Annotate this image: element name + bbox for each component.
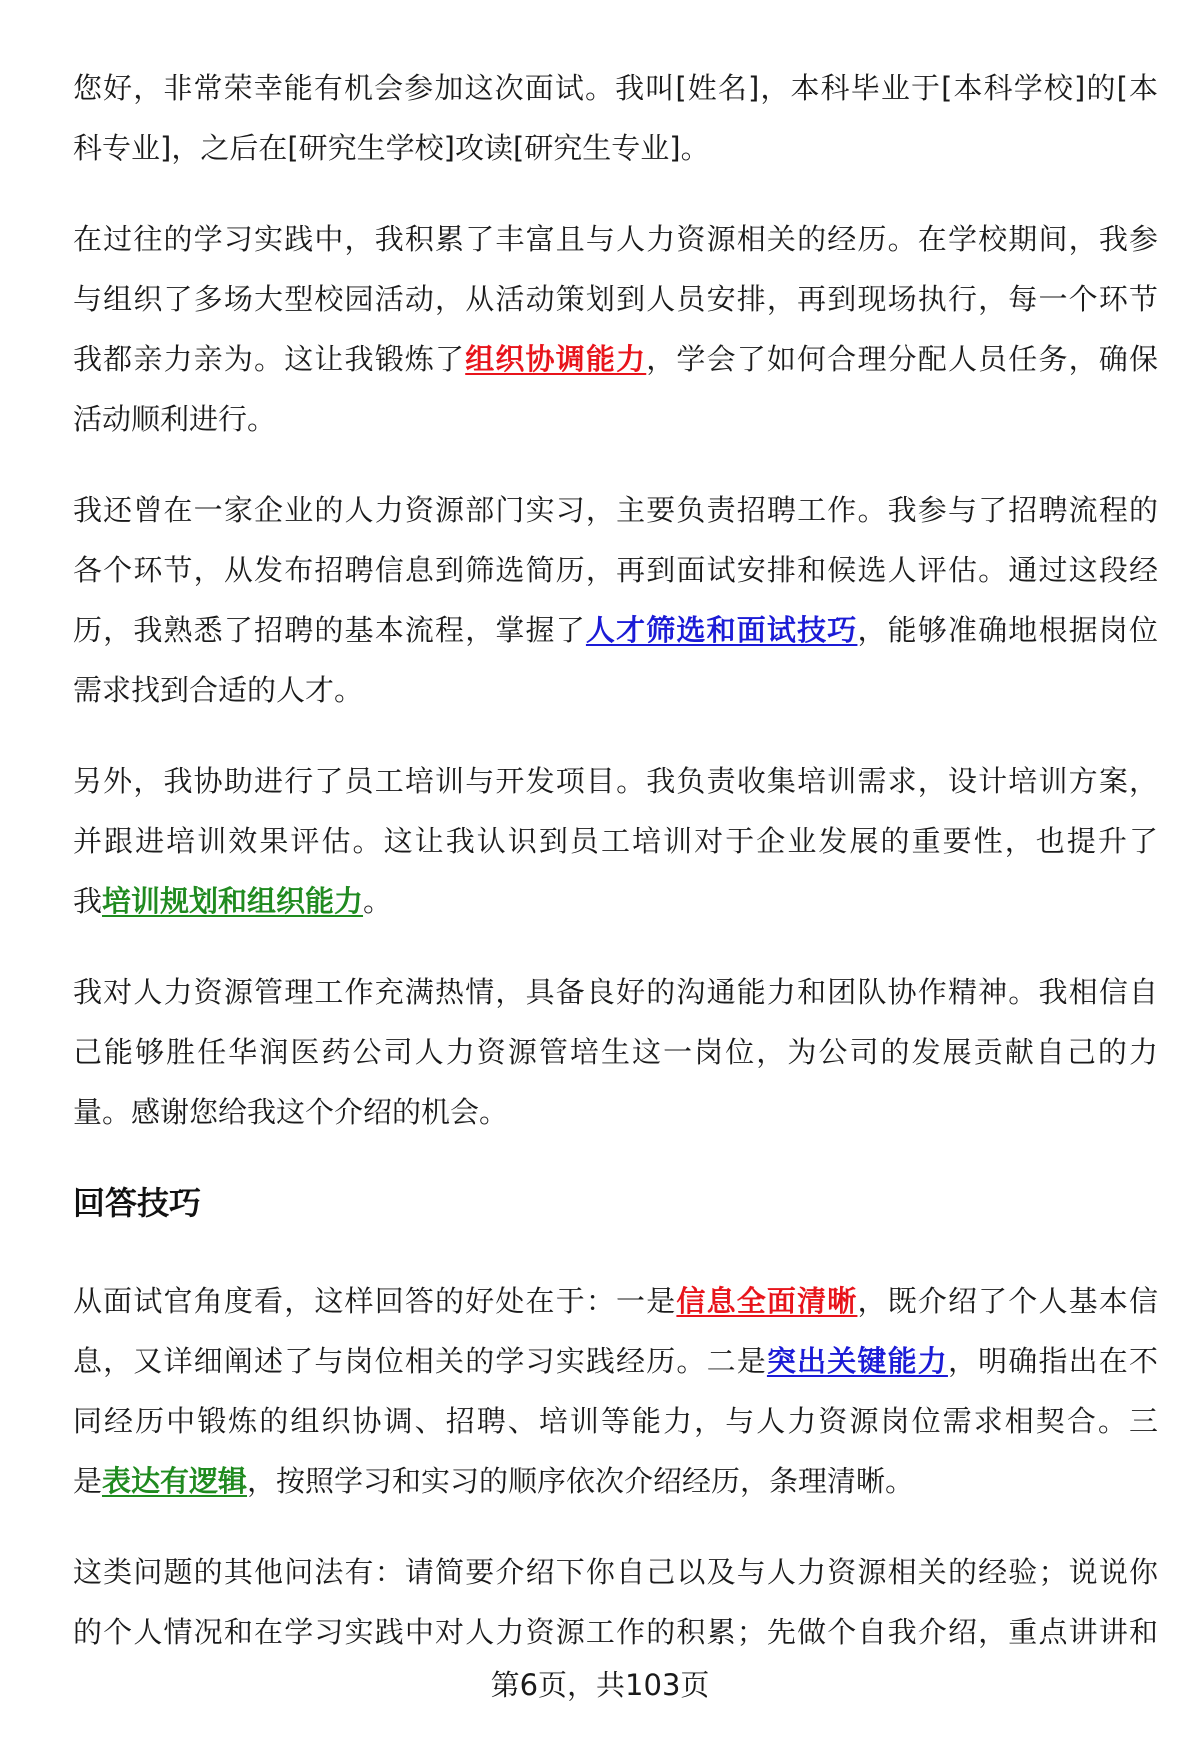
text-line <box>73 1022 1158 1082</box>
text-segment: 我对人力资源管理工作充满热情，具备良好的沟通能力和团队协作精神。我相信自 <box>73 975 1158 1009</box>
paragraph <box>73 1271 1158 1511</box>
text-segment: 我还曾在一家企业的人力资源部门实习，主要负责招聘工作。我参与了招聘流程的 <box>73 493 1158 527</box>
highlighted-keyword: 培训规划和组织能力 <box>102 884 364 918</box>
text-segment: 需求找到合适的人才。 <box>73 673 364 707</box>
text-line <box>73 1331 1158 1391</box>
text-segment: ，按照学习和实习的顺序依次介绍经历，条理清晰。 <box>247 1464 915 1498</box>
text-segment: 另外，我协助进行了员工培训与开发项目。我负责收集培训需求，设计培训方案， <box>73 764 1158 798</box>
text-segment: 各个环节，从发布招聘信息到筛选简历，再到面试安排和候选人评估。通过这段经 <box>73 553 1158 587</box>
text-line <box>73 1451 1158 1511</box>
text-line <box>73 389 1158 449</box>
tips-section <box>73 1271 1158 1662</box>
text-segment: 这类问题的其他问法有：请简要介绍下你自己以及与人力资源相关的经验；说说你 <box>73 1555 1158 1589</box>
text-segment: 同经历中锻炼的组织协调、招聘、培训等能力，与人力资源岗位需求相契合。三 <box>73 1404 1158 1438</box>
paragraph <box>73 962 1158 1142</box>
text-line <box>73 1602 1158 1662</box>
text-segment: 我都亲力亲为。这让我锻炼了 <box>73 342 466 376</box>
paragraph <box>73 58 1158 178</box>
text-line <box>73 1082 1158 1142</box>
text-segment: 活动顺利进行。 <box>73 402 277 436</box>
paragraph <box>73 480 1158 720</box>
text-line <box>73 480 1158 540</box>
text-segment: 的个人情况和在学习实践中对人力资源工作的积累；先做个自我介绍，重点讲讲和 <box>73 1615 1158 1649</box>
text-segment: 科专业]，之后在[研究生学校]攻读[研究生专业]。 <box>73 131 710 165</box>
text-line <box>73 1271 1158 1331</box>
answer-section <box>73 58 1158 1142</box>
paragraph <box>73 1542 1158 1662</box>
highlighted-keyword: 突出关键能力 <box>766 1344 948 1378</box>
section-heading: 回答技巧 <box>73 1184 202 1222</box>
text-line <box>73 329 1158 389</box>
text-segment: 息，又详细阐述了与岗位相关的学习实践经历。二是 <box>73 1344 767 1378</box>
text-segment: ，明确指出在不 <box>947 1344 1158 1378</box>
text-segment: 在过往的学习实践中，我积累了丰富且与人力资源相关的经历。在学校期间，我参 <box>73 222 1158 256</box>
document-body <box>73 58 1158 1693</box>
text-segment: 己能够胜任华润医药公司人力资源管培生这一岗位，为公司的发展贡献自己的力 <box>73 1035 1158 1069</box>
text-line <box>73 540 1158 600</box>
text-segment: 是 <box>73 1464 103 1498</box>
text-line <box>73 871 1158 931</box>
highlighted-keyword: 组织协调能力 <box>465 342 647 376</box>
text-line <box>73 600 1158 660</box>
text-segment: ，既介绍了个人基本信 <box>857 1284 1158 1318</box>
highlighted-keyword: 信息全面清晰 <box>676 1284 858 1318</box>
text-line <box>73 660 1158 720</box>
text-segment: ，学会了如何合理分配人员任务，确保 <box>646 342 1158 376</box>
highlighted-keyword: 人才筛选和面试技巧 <box>585 613 858 647</box>
text-line <box>73 751 1158 811</box>
text-segment: 。 <box>363 884 393 918</box>
page-number: 第6页，共103页 <box>490 1668 710 1702</box>
text-line <box>73 1542 1158 1602</box>
paragraph <box>73 209 1158 449</box>
text-line <box>73 118 1158 178</box>
text-segment: 并跟进培训效果评估。这让我认识到员工培训对于企业发展的重要性，也提升了 <box>73 824 1158 858</box>
text-segment: ，能够准确地根据岗位 <box>857 613 1158 647</box>
text-segment: 量。感谢您给我这个介绍的机会。 <box>73 1095 509 1129</box>
text-line <box>73 58 1158 118</box>
highlighted-keyword: 表达有逻辑 <box>102 1464 248 1498</box>
text-segment: 历，我熟悉了招聘的基本流程，掌握了 <box>73 613 586 647</box>
text-line <box>73 962 1158 1022</box>
text-line <box>73 811 1158 871</box>
text-line <box>73 269 1158 329</box>
text-segment: 我 <box>73 884 103 918</box>
text-line <box>73 1391 1158 1451</box>
text-segment: 您好，非常荣幸能有机会参加这次面试。我叫[姓名]，本科毕业于[本科学校]的[本 <box>73 71 1158 105</box>
text-segment: 与组织了多场大型校园活动，从活动策划到人员安排，再到现场执行，每一个环节 <box>73 282 1158 316</box>
text-segment: 从面试官角度看，这样回答的好处在于：一是 <box>73 1284 677 1318</box>
text-line <box>73 209 1158 269</box>
paragraph <box>73 751 1158 931</box>
